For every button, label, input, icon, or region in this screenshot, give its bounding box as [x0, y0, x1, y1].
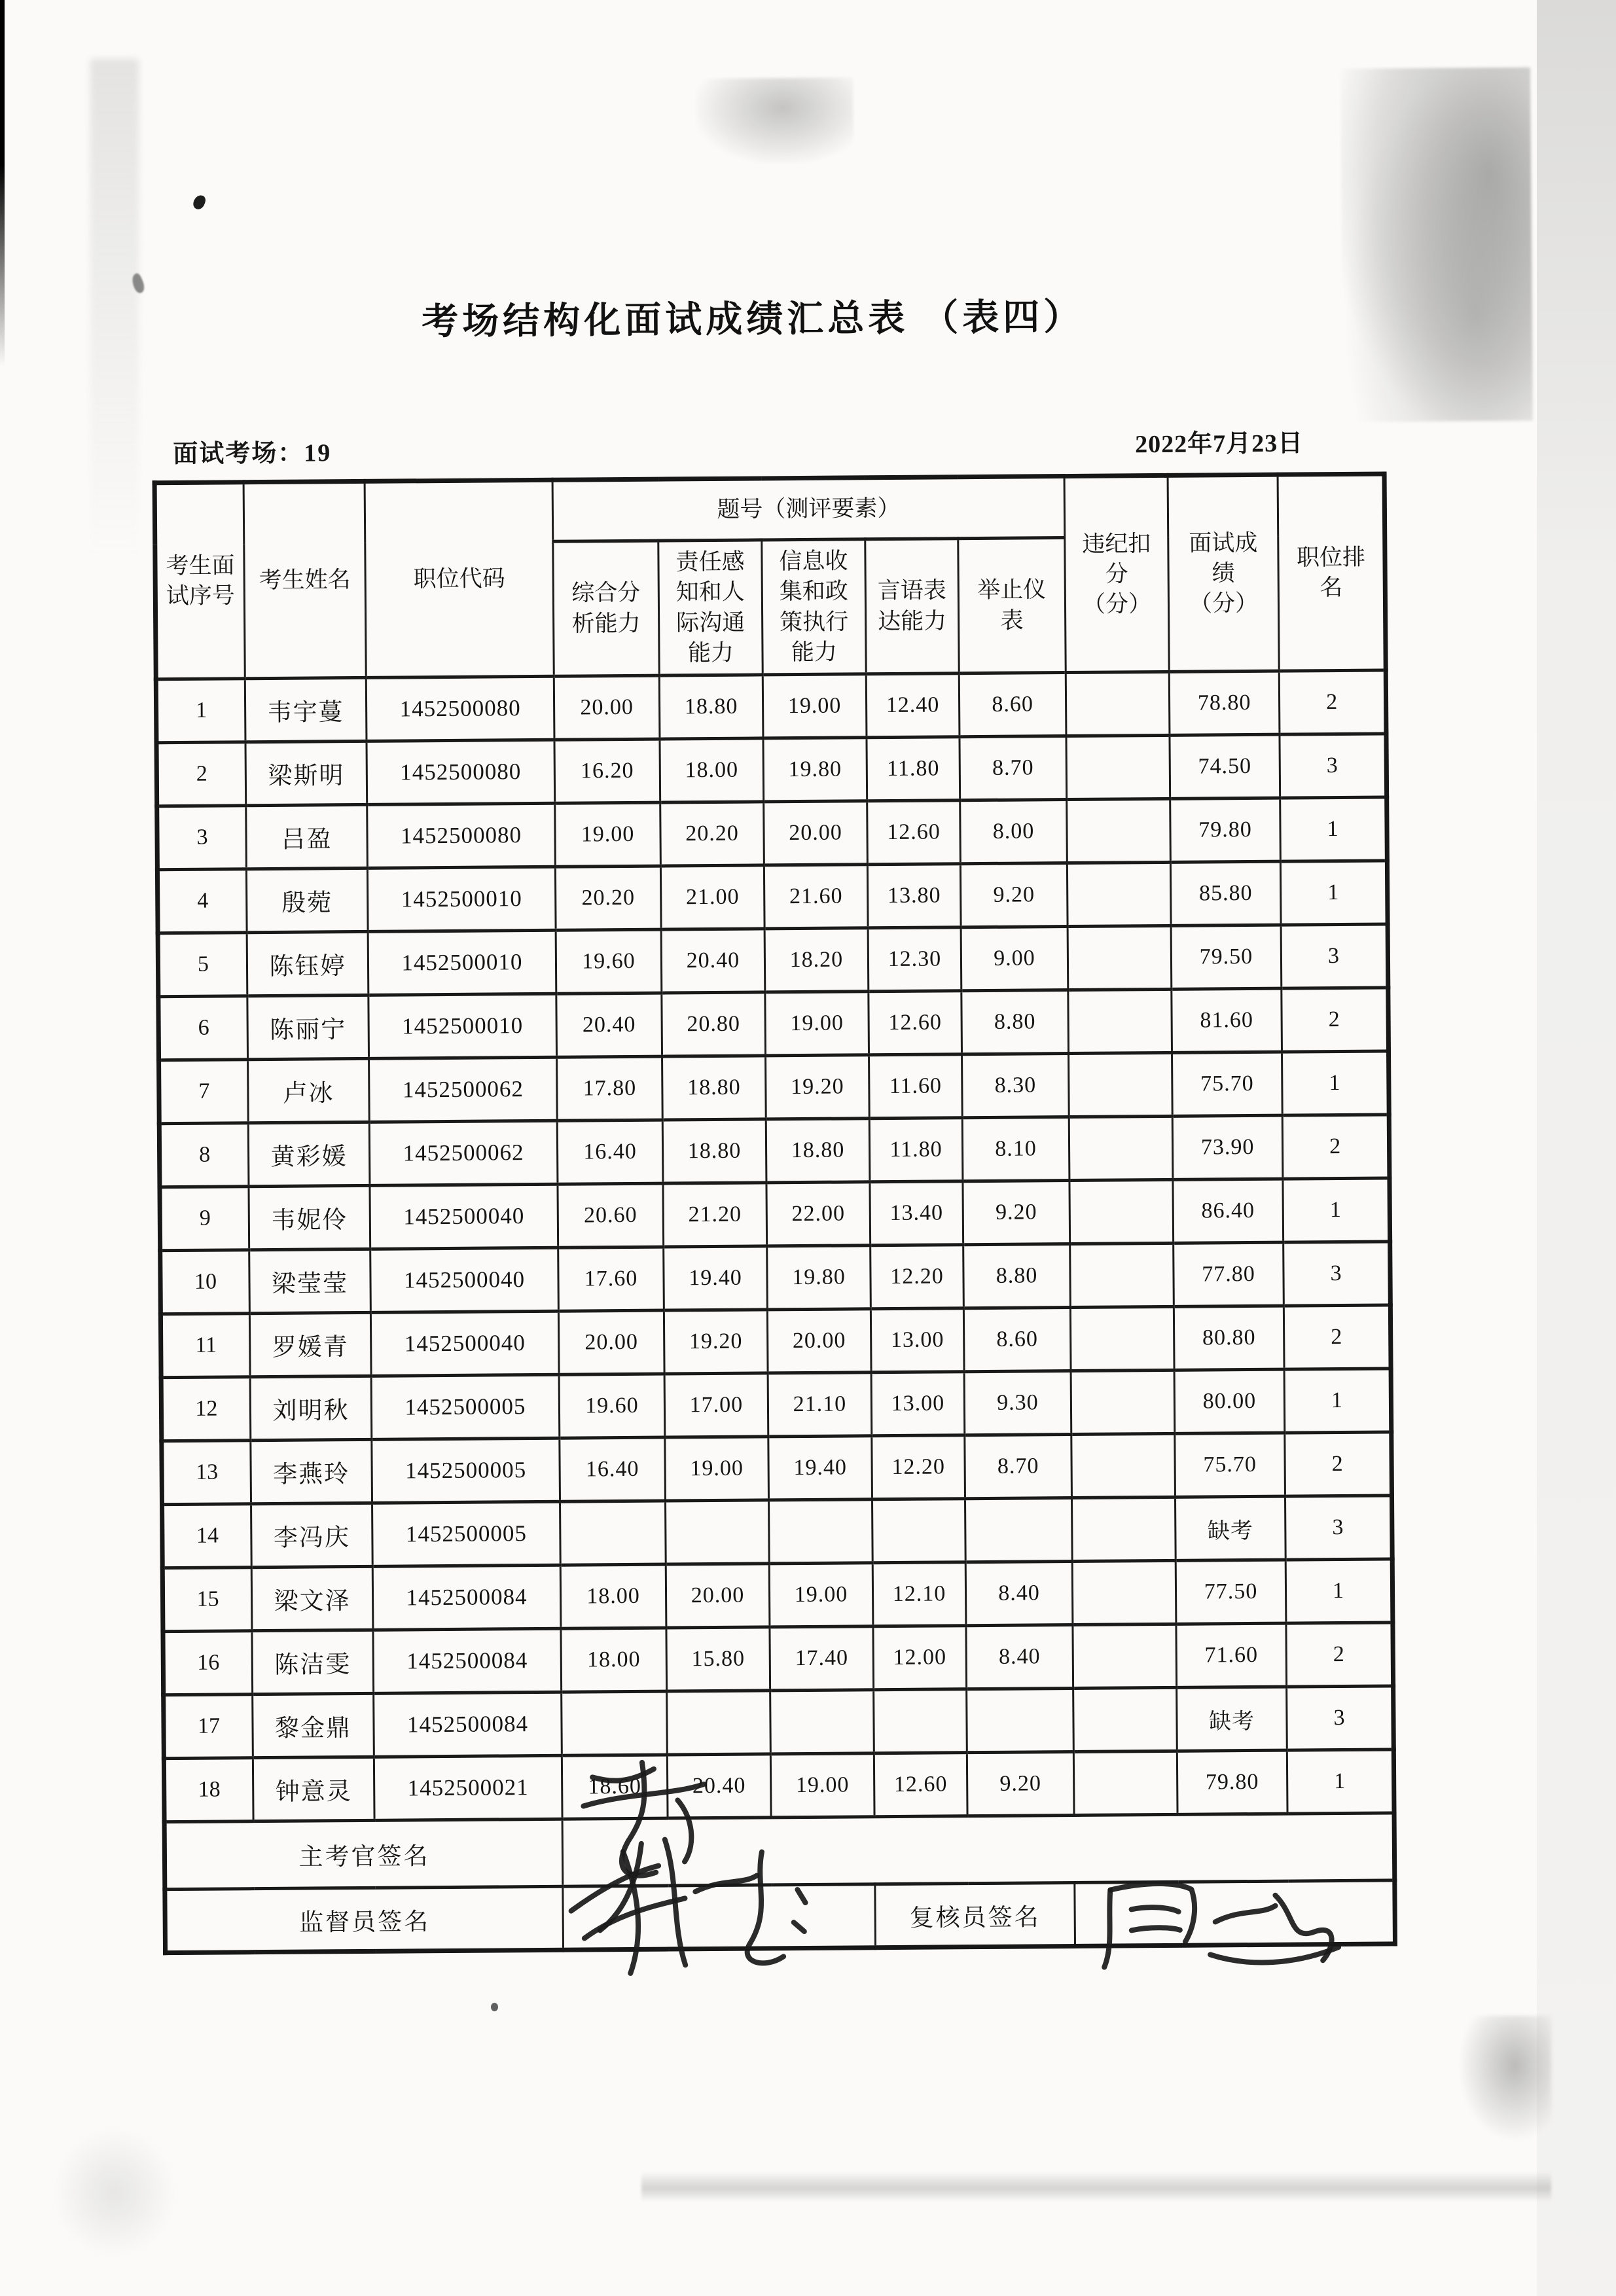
- header-name: 考生姓名: [243, 481, 366, 678]
- cell-s2: 20.40: [661, 929, 765, 993]
- cell-score: 79.50: [1171, 925, 1282, 989]
- cell-rank: 1: [1283, 1178, 1390, 1242]
- header-q4: 言语表 达能力: [865, 539, 960, 674]
- cell-code: 1452500040: [370, 1184, 558, 1249]
- cell-s1: 17.80: [557, 1056, 663, 1121]
- cell-name: 梁斯明: [245, 741, 367, 805]
- cell-s3: 20.00: [767, 1309, 871, 1373]
- cell-s4: [874, 1689, 967, 1753]
- cell-code: 1452500062: [369, 1057, 558, 1122]
- scan-smudge: [1340, 67, 1533, 422]
- header-score: 面试成 绩 （分）: [1168, 475, 1279, 672]
- cell-s2: 19.20: [664, 1310, 768, 1374]
- table-body: [156, 670, 1394, 1822]
- page-title: 考场结构化面试成绩汇总表 （表四）: [422, 296, 1085, 343]
- cell-s5: [967, 1689, 1074, 1753]
- cell-s4: 12.10: [872, 1562, 966, 1626]
- cell-s4: 13.40: [870, 1181, 963, 1246]
- cell-rank: 1: [1280, 861, 1388, 925]
- supervisor-signature-label: 监督员签名: [165, 1886, 564, 1952]
- cell-code: 1452500010: [367, 867, 556, 931]
- cell-s2: 20.40: [667, 1754, 771, 1818]
- cell-s1: 19.60: [556, 929, 662, 994]
- cell-s3: 22.00: [766, 1182, 871, 1246]
- cell-code: 1452500084: [373, 1628, 562, 1693]
- cell-rank: 1: [1280, 797, 1388, 861]
- cell-s1: 16.40: [557, 1120, 663, 1184]
- cell-score: 86.40: [1173, 1179, 1284, 1243]
- cell-s5: 8.60: [959, 673, 1066, 737]
- cell-code: 1452500084: [372, 1565, 561, 1630]
- cell-s4: 12.00: [873, 1626, 967, 1690]
- cell-s2: 17.00: [664, 1373, 768, 1437]
- chief-signature-label: 主考官签名: [164, 1819, 563, 1889]
- header-code: 职位代码: [365, 480, 554, 677]
- cell-seq: 14: [162, 1504, 252, 1568]
- cell-penalty: [1072, 1497, 1176, 1561]
- cell-s4: 12.20: [872, 1435, 965, 1499]
- cell-score: 80.00: [1174, 1369, 1285, 1433]
- scan-smudge: [696, 77, 853, 164]
- cell-name: 吕盈: [246, 804, 368, 869]
- cell-score: 85.80: [1170, 861, 1281, 925]
- cell-s1: 20.40: [556, 993, 662, 1057]
- cell-s4: 11.80: [867, 737, 960, 801]
- cell-s3: 19.20: [766, 1055, 870, 1119]
- score-table: [153, 471, 1398, 1955]
- cell-s3: [769, 1499, 873, 1564]
- cell-seq: 5: [158, 933, 247, 997]
- cell-penalty: [1068, 925, 1172, 990]
- cell-s3: 19.00: [769, 1563, 873, 1627]
- cell-code: 1452500080: [367, 803, 556, 868]
- cell-s5: 8.40: [965, 1562, 1073, 1626]
- table-header: [154, 474, 1386, 679]
- cell-s4: 13.00: [871, 1372, 965, 1436]
- cell-s2: 18.80: [659, 675, 763, 739]
- header-q2: 责任感 知和人 际沟通 能力: [658, 540, 763, 675]
- cell-s3: 19.80: [763, 738, 867, 802]
- cell-name: 李冯庆: [251, 1503, 373, 1567]
- cell-rank: 3: [1287, 1686, 1394, 1750]
- cell-s1: [562, 1691, 668, 1755]
- cell-penalty: [1073, 1687, 1177, 1751]
- cell-penalty: [1066, 735, 1170, 799]
- cell-rank: 2: [1282, 1115, 1390, 1179]
- cell-s5: 8.80: [961, 990, 1069, 1054]
- cell-s1: 16.40: [560, 1437, 666, 1501]
- cell-penalty: [1073, 1751, 1177, 1815]
- cell-s1: 20.00: [558, 1310, 664, 1374]
- table-row: [164, 1749, 1394, 1822]
- cell-seq: 3: [157, 806, 247, 870]
- cell-code: 1452500005: [372, 1438, 560, 1503]
- cell-s2: 20.80: [662, 992, 766, 1056]
- cell-s1: 20.00: [554, 675, 660, 740]
- cell-name: 罗媛青: [249, 1312, 371, 1376]
- cell-s3: 18.20: [764, 928, 869, 992]
- table-row: [164, 1686, 1394, 1759]
- cell-penalty: [1066, 672, 1170, 736]
- cell-s3: 19.80: [767, 1246, 871, 1310]
- cell-s2: 21.00: [660, 865, 764, 929]
- cell-s4: [872, 1499, 965, 1563]
- cell-penalty: [1071, 1433, 1176, 1498]
- cell-s3: 19.00: [770, 1753, 874, 1818]
- cell-s2: 21.20: [663, 1183, 767, 1247]
- cell-s4: 13.80: [867, 864, 961, 928]
- cell-score: 74.50: [1170, 734, 1280, 798]
- cell-s5: 8.60: [963, 1308, 1071, 1372]
- cell-rank: 3: [1285, 1496, 1393, 1560]
- cell-score: 81.60: [1172, 988, 1282, 1052]
- table-row: [158, 988, 1389, 1060]
- cell-score: 缺考: [1177, 1687, 1287, 1751]
- cell-s4: 12.60: [874, 1753, 967, 1817]
- table-row: [159, 1115, 1390, 1187]
- table-row: [156, 734, 1387, 806]
- table-row: [160, 1305, 1391, 1378]
- cell-code: 1452500021: [374, 1755, 562, 1820]
- cell-name: 殷菀: [246, 868, 368, 932]
- cell-name: 钟意灵: [253, 1757, 374, 1821]
- cell-code: 1452500040: [370, 1247, 559, 1312]
- cell-s5: 9.30: [964, 1371, 1071, 1435]
- cell-s5: 8.00: [960, 800, 1068, 864]
- table-row: [158, 924, 1388, 997]
- cell-s4: 12.40: [866, 673, 960, 738]
- cell-score: 缺考: [1176, 1496, 1286, 1560]
- cell-s5: [965, 1498, 1072, 1562]
- cell-name: 韦宇蔓: [245, 677, 367, 742]
- reviewer-signature: [1080, 1870, 1349, 1970]
- cell-s3: 21.60: [764, 865, 868, 929]
- cell-s5: 8.10: [962, 1117, 1069, 1181]
- cell-s1: 16.20: [554, 739, 660, 803]
- cell-s4: 12.20: [871, 1245, 964, 1309]
- cell-score: 77.80: [1174, 1242, 1284, 1306]
- cell-code: 1452500080: [366, 676, 554, 741]
- cell-rank: 1: [1285, 1559, 1393, 1623]
- cell-code: 1452500010: [368, 994, 557, 1058]
- cell-penalty: [1072, 1560, 1176, 1624]
- cell-name: 韦妮伶: [249, 1185, 370, 1249]
- reviewer-signature-label: 复核员签名: [875, 1882, 1075, 1947]
- cell-seq: 4: [157, 869, 247, 933]
- cell-score: 73.90: [1172, 1115, 1283, 1179]
- table-row: [160, 1242, 1391, 1314]
- cell-score: 79.80: [1177, 1750, 1287, 1814]
- table-row: [157, 861, 1388, 933]
- cell-name: 卢冰: [248, 1058, 370, 1122]
- cell-s1: 19.60: [559, 1374, 665, 1438]
- table-row: [156, 670, 1386, 743]
- cell-s4: 12.30: [868, 927, 961, 992]
- cell-penalty: [1067, 862, 1171, 926]
- cell-name: 李燕玲: [251, 1439, 372, 1503]
- cell-rank: 2: [1286, 1623, 1393, 1687]
- cell-name: 陈洁雯: [252, 1630, 374, 1694]
- cell-s5: 8.70: [960, 736, 1067, 800]
- header-seq: 考生面 试序号: [154, 482, 245, 679]
- cell-s2: [667, 1691, 771, 1755]
- cell-penalty: [1068, 989, 1172, 1053]
- cell-penalty: [1069, 1116, 1173, 1180]
- cell-penalty: [1067, 798, 1171, 863]
- cell-s3: 18.80: [766, 1119, 870, 1183]
- cell-name: 陈丽宁: [247, 995, 369, 1059]
- cell-name: 梁莹莹: [249, 1249, 371, 1313]
- cell-code: 1452500010: [368, 930, 556, 995]
- cell-rank: 1: [1284, 1369, 1392, 1433]
- cell-name: 陈钰婷: [247, 931, 368, 996]
- cell-s3: 17.40: [770, 1626, 874, 1691]
- cell-code: 1452500005: [371, 1374, 560, 1439]
- cell-score: 78.80: [1169, 671, 1280, 735]
- cell-score: 77.50: [1176, 1560, 1286, 1624]
- cell-name: 刘明秋: [250, 1376, 372, 1440]
- cell-score: 79.80: [1170, 798, 1281, 862]
- cell-penalty: [1070, 1243, 1174, 1307]
- cell-rank: 3: [1280, 734, 1387, 798]
- table-row: [162, 1496, 1393, 1568]
- cell-code: 1452500040: [370, 1311, 559, 1376]
- cell-name: 黄彩媛: [248, 1122, 370, 1186]
- cell-seq: 18: [164, 1758, 253, 1822]
- cell-s5: 8.40: [966, 1625, 1073, 1689]
- cell-s2: 18.80: [662, 1119, 766, 1183]
- cell-s4: 12.60: [869, 991, 962, 1055]
- cell-s2: 19.00: [665, 1437, 769, 1501]
- cell-seq: 1: [156, 679, 245, 743]
- cell-s5: 9.20: [960, 863, 1068, 927]
- table-row: [161, 1369, 1392, 1441]
- cell-code: 1452500062: [369, 1121, 558, 1185]
- cell-s3: 19.00: [765, 992, 869, 1056]
- cell-s4: 11.60: [869, 1054, 963, 1119]
- cell-s2: [666, 1500, 770, 1564]
- table-row: [162, 1432, 1392, 1505]
- cell-s1: 17.60: [558, 1247, 664, 1311]
- cell-s2: 19.40: [664, 1246, 768, 1310]
- cell-s2: 20.20: [660, 802, 764, 866]
- header-q3: 信息收 集和政 策执行 能力: [762, 539, 867, 675]
- cell-s4: 12.60: [867, 800, 961, 865]
- cell-score: 80.80: [1174, 1306, 1284, 1370]
- cell-score: 71.60: [1176, 1623, 1287, 1687]
- cell-code: 1452500080: [367, 740, 555, 804]
- cell-s1: 19.00: [555, 802, 661, 867]
- cell-seq: 8: [159, 1123, 249, 1187]
- cell-s1: 20.20: [555, 866, 661, 930]
- cell-penalty: [1069, 1179, 1174, 1244]
- cell-s2: 20.00: [666, 1564, 770, 1628]
- cell-s5: 8.70: [965, 1435, 1072, 1499]
- supervisor-signature: [546, 1812, 822, 1990]
- cell-seq: 2: [156, 742, 246, 806]
- cell-rank: 3: [1281, 924, 1388, 988]
- cell-s1: 18.60: [562, 1755, 668, 1819]
- cell-seq: 9: [160, 1187, 249, 1251]
- cell-s3: 21.10: [768, 1372, 872, 1437]
- cell-penalty: [1069, 1052, 1173, 1117]
- cell-code: 1452500084: [374, 1692, 562, 1757]
- cell-rank: 1: [1287, 1749, 1394, 1814]
- date-label: 2022年7月23日: [1135, 429, 1304, 459]
- cell-score: 75.70: [1172, 1052, 1283, 1116]
- cell-seq: 7: [159, 1060, 249, 1124]
- cell-seq: 10: [160, 1250, 250, 1314]
- cell-rank: 3: [1284, 1242, 1391, 1306]
- table-row: [163, 1623, 1393, 1695]
- cell-s2: 18.80: [662, 1056, 766, 1120]
- cell-rank: 1: [1282, 1051, 1390, 1115]
- cell-s5: 9.00: [961, 927, 1068, 991]
- header-questions-group: 题号（测评要素）: [552, 476, 1065, 542]
- cell-s2: 18.00: [660, 738, 764, 802]
- header-penalty: 违纪扣 分 （分）: [1064, 475, 1169, 672]
- cell-seq: 12: [161, 1377, 251, 1441]
- cell-seq: 11: [160, 1314, 250, 1378]
- cell-s3: 19.00: [763, 674, 867, 738]
- cell-score: 75.70: [1175, 1433, 1285, 1497]
- cell-s1: 18.00: [561, 1628, 667, 1692]
- cell-s3: [770, 1690, 874, 1754]
- cell-seq: 6: [158, 996, 248, 1060]
- cell-penalty: [1070, 1306, 1174, 1371]
- cell-code: 1452500005: [372, 1501, 561, 1566]
- cell-rank: 2: [1279, 670, 1386, 734]
- cell-rank: 2: [1282, 988, 1389, 1052]
- cell-s5: 8.30: [962, 1054, 1069, 1118]
- cell-s1: [560, 1501, 666, 1565]
- cell-s3: 20.00: [764, 801, 868, 865]
- cell-name: 梁文泽: [251, 1566, 373, 1630]
- cell-rank: 2: [1285, 1432, 1392, 1496]
- cell-seq: 16: [163, 1631, 253, 1695]
- cell-s1: 18.00: [560, 1564, 666, 1628]
- cell-s5: 9.20: [967, 1752, 1074, 1816]
- cell-s3: 19.40: [768, 1436, 872, 1500]
- cell-s2: 15.80: [666, 1627, 770, 1691]
- table-row: [157, 797, 1388, 870]
- cell-penalty: [1071, 1370, 1175, 1434]
- cell-s1: 20.60: [558, 1183, 664, 1247]
- cell-seq: 15: [162, 1568, 252, 1632]
- cell-rank: 2: [1284, 1305, 1391, 1369]
- cell-penalty: [1073, 1624, 1177, 1688]
- header-q1: 综合分 析能力: [553, 541, 660, 676]
- header-q5: 举止仪 表: [958, 538, 1066, 673]
- cell-s5: 9.20: [963, 1181, 1070, 1245]
- table-row: [162, 1559, 1393, 1632]
- cell-s4: 13.00: [871, 1308, 964, 1372]
- cell-seq: 13: [162, 1441, 251, 1505]
- venue-label: 面试考场：19: [173, 439, 332, 469]
- cell-s4: 11.80: [869, 1118, 963, 1182]
- table-row: [160, 1178, 1390, 1251]
- cell-name: 黎金鼎: [253, 1693, 374, 1757]
- table-row: [159, 1051, 1390, 1124]
- cell-s5: 8.80: [963, 1244, 1071, 1308]
- header-rank: 职位排 名: [1278, 474, 1386, 671]
- cell-seq: 17: [164, 1695, 253, 1759]
